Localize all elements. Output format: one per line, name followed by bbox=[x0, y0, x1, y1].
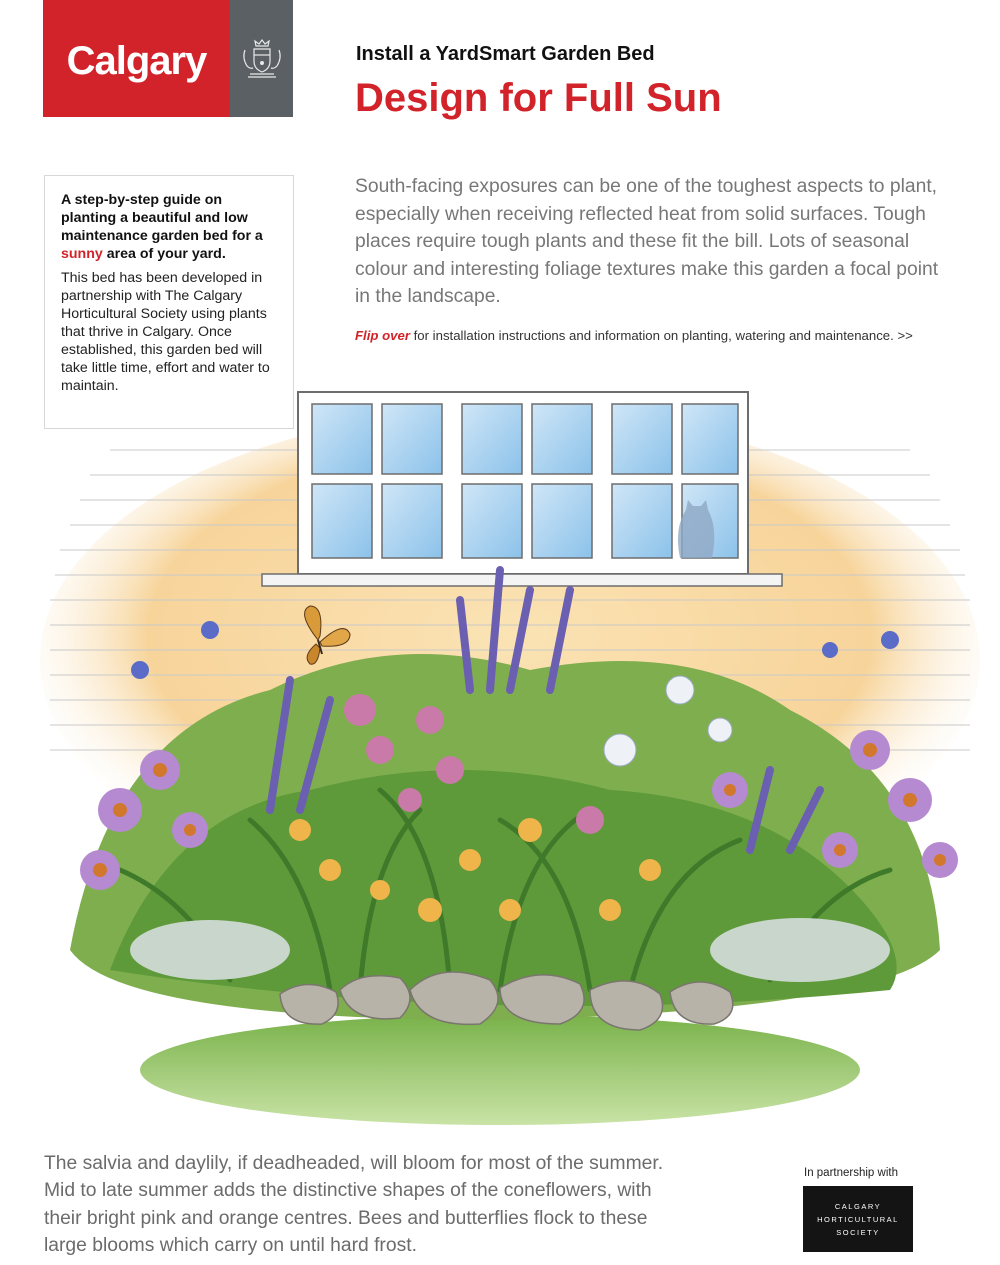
intro-paragraph: South-facing exposures can be one of the toughest aspects to plant, especially when receiving reflected heat from solid surfaces. Tough places require tough plants and these fit the bill. Lots of seasonal colour and interesting foliage textures make this garden a focal point in the landscape. bbox=[355, 176, 939, 307]
partner-line-3: SOCIETY bbox=[836, 1227, 880, 1237]
partner-label: In partnership with bbox=[804, 1167, 898, 1179]
calgary-wordmark bbox=[43, 0, 230, 117]
summary-lead-end: area of your yard. bbox=[102, 246, 226, 262]
page-kicker: Install a YardSmart Garden Bed bbox=[356, 43, 655, 65]
garden-bed-illustration bbox=[30, 390, 990, 1130]
summary-lead bbox=[61, 191, 279, 263]
page-title: Design for Full Sun bbox=[355, 76, 722, 120]
partner-line-2: HORTICULTURAL bbox=[817, 1214, 899, 1224]
partner-line-1: CALGARY bbox=[834, 1201, 882, 1211]
calgary-logo bbox=[43, 0, 293, 117]
flip-over-note bbox=[355, 328, 913, 343]
city-crest bbox=[230, 0, 293, 117]
flip-over-label: Flip over bbox=[355, 328, 410, 343]
window bbox=[262, 392, 782, 586]
summary-lead-start: A step-by-step guide on planting a beautiful and low maintenance garden bed for a bbox=[61, 192, 263, 244]
calgary-horticultural-society-logo bbox=[803, 1186, 913, 1252]
summary-body: This bed has been developed in partnership with The Calgary Horticultural Society using plants that thrive in Calgary. Once established, this garden bed will take little time, effort and water to maintain. bbox=[61, 270, 270, 394]
closing-paragraph: The salvia and daylily, if deadheaded, will bloom for most of the summer. Mid to late summer adds the distinctive shapes of the coneflowers, with their bright pink and orange centres. Bees and butterflies flock to these large blooms which carry on until hard frost. bbox=[44, 1153, 664, 1256]
lawn bbox=[140, 1015, 860, 1125]
city-crest-icon bbox=[237, 36, 287, 82]
flip-over-text: for installation instructions and information on planting, watering and maintenance. >> bbox=[409, 328, 913, 343]
brand-name: Calgary bbox=[66, 39, 207, 83]
sunny-highlight: sunny bbox=[61, 246, 103, 262]
